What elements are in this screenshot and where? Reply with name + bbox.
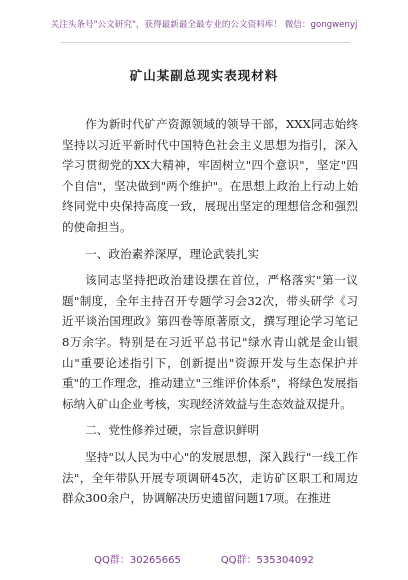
- section-heading-1: 一、政治素养深厚，理论武装扎实: [85, 246, 260, 261]
- section-1-paragraph: 该同志坚持把政治建设摆在首位，严格落实"第一议题"制度，全年主持召开专题学习会32次，带头研学《习近平谈治国理政》第四卷等原著原文，撰写理论学习笔记8万余字。特别是在习近平总书记"绿水青山就是金山银山"重要论述指引下，创新提出"资源开发与生态保护并重"的工作理念，推动建立"三维评价体系"，将绿色发展指标纳入矿山企业考核，实现经济效益与生态效益双提升。: [62, 273, 358, 411]
- document-title: 矿山某副总现实表现材料: [129, 68, 279, 83]
- footer: [0, 551, 408, 566]
- document-body: [62, 114, 358, 512]
- header-divider: [60, 42, 350, 43]
- section-heading-2: 二、党性修养过硬，宗旨意识鲜明: [85, 423, 260, 438]
- section-2-paragraph: 坚持"以人民为中心"的发展思想，深入践行"一线工作法"，全年带队开展专项调研45次，走访矿区职工和周边群众300余户，协调解决历史遗留问题17项。在推进: [62, 449, 358, 506]
- header-note: 关注头条号"公文研究"，获得最新最全最专业的公文资料库！ 微信：gongwenyj: [50, 20, 358, 30]
- footer-qq-group-2: QQ群：535304092: [220, 555, 314, 566]
- intro-paragraph: 作为新时代矿产资源领域的领导干部，XXX同志始终坚持以习近平新时代中国特色社会主义思想为指引，深入学习贯彻党的XX大精神，牢固树立"四个意识"，坚定"四个自信"，坚决做到"两个维护"。在思想上政治上行动上始终同党中央保持高度一致，展现出坚定的理想信念和强烈的使命担当。: [62, 117, 358, 234]
- footer-qq-group-1: QQ群：30265665: [94, 555, 181, 566]
